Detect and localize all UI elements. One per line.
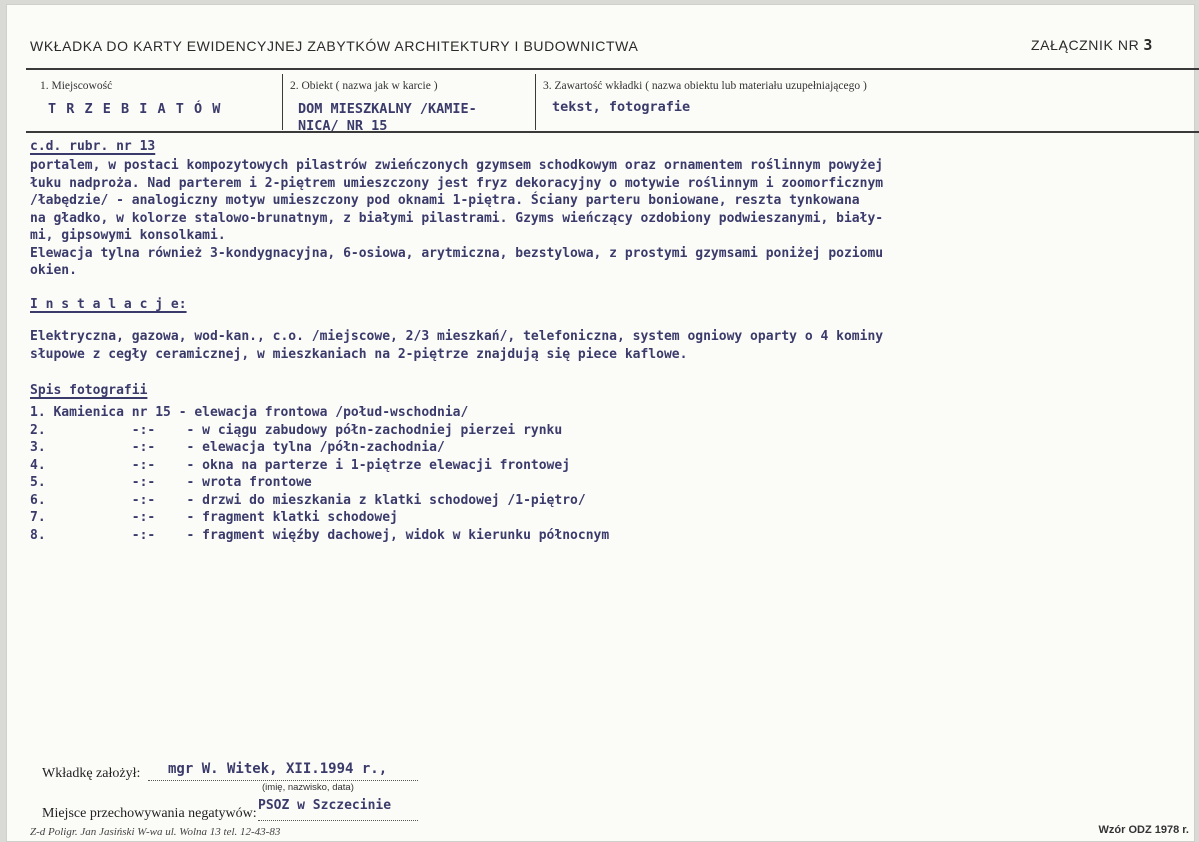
author-hint: (imię, nazwisko, data) — [262, 782, 354, 793]
text-line: okien. — [30, 263, 77, 278]
text-line: łuku nadproża. Nad parterem i 2-piętrem umieszczony jest fryz dekoracyjny o motywie roślinnym i zoomorficznym — [30, 175, 884, 191]
text-line: słupowe z cegły ceramicznej, w mieszkaniach na 2-piętrze znajdują się piece kaflowe. — [30, 346, 688, 362]
field-2-value-line2: NICA/ NR 15 — [298, 118, 388, 134]
description-paragraph — [30, 157, 1180, 280]
form-pattern: Wzór ODZ 1978 r. — [1098, 824, 1189, 836]
annex-text: ZAŁĄCZNIK NR — [1031, 37, 1140, 53]
mid-rule — [26, 131, 1199, 133]
continuation-heading — [30, 138, 1180, 156]
field-divider — [282, 74, 283, 130]
text-line: Elektryczna, gazowa, wod-kan., c.o. /miejscowe, 2/3 mieszkań/, telefoniczna, system ogniowy oparty o 4 kominy — [30, 329, 884, 344]
list-item: 2. -:- - w ciągu zabudowy półn-zachodniej pierzei rynku — [30, 422, 563, 438]
text-line: /łabędzie/ - analogiczny motyw umieszczony pod oknami 1-piętra. Ściany parteru boniowane, reszta tynkowana — [30, 193, 860, 208]
printer-imprint: Z-d Poligr. Jan Jasiński W-wa ul. Wolna 13 tel. 12-43-83 — [30, 826, 281, 838]
field-divider — [535, 74, 536, 130]
list-item: 3. -:- - elewacja tylna /półn-zachodnia/ — [30, 440, 445, 455]
installations-paragraph — [30, 328, 1180, 363]
installations-heading — [30, 296, 1180, 314]
list-item: 1. Kamienica nr 15 - elewacja frontowa /połud-wschodnia/ — [30, 405, 469, 420]
list-item: 5. -:- - wrota frontowe — [30, 475, 312, 490]
field-2-label: 2. Obiekt ( nazwa jak w karcie ) — [290, 80, 438, 92]
text-line: portalem, w postaci kompozytowych pilastrów zwieńczonych gzymsem schodkowym oraz ornamentem roślinnym powyżej — [30, 158, 884, 173]
field-1-label: 1. Miejscowość — [40, 80, 113, 92]
list-item: 7. -:- - fragment klatki schodowej — [30, 510, 398, 525]
text-line: na gładko, w kolorze stalowo-brunatnym, z białymi pilastrami. Gzyms wieńczący ozdobiony podwieszanymi, biały- — [30, 210, 884, 226]
field-3-label: 3. Zawartość wkładki ( nazwa obiektu lub materiału uzupełniającego ) — [543, 80, 867, 92]
field-1-value: T R Z E B I A T Ó W — [48, 101, 222, 117]
negatives-label: Miejsce przechowywania negatywów: — [42, 806, 257, 821]
continuation-heading-text: c.d. rubr. nr 13 — [30, 139, 156, 154]
negatives-dotted-line — [258, 820, 418, 821]
list-item: 4. -:- - okna na parterze i 1-piętrze elewacji frontowej — [30, 457, 571, 473]
author-label: Wkładkę założył: — [42, 766, 141, 781]
text-line: mi, gipsowymi konsolkami. — [30, 228, 226, 243]
field-row — [26, 74, 1199, 134]
author-value: mgr W. Witek, XII.1994 r., — [168, 761, 388, 777]
negatives-value: PSOZ w Szczecinie — [258, 798, 392, 813]
installations-heading-text: I n s t a l a c j e: — [30, 297, 187, 312]
field-2-value-line1: DOM MIESZKALNY /KAMIE- — [298, 101, 477, 117]
top-rule — [26, 68, 1199, 70]
list-item: 6. -:- - drzwi do mieszkania z klatki schodowej /1-piętro/ — [30, 492, 586, 508]
photos-heading-text: Spis fotografii — [30, 383, 148, 398]
author-dotted-line — [148, 780, 418, 781]
photos-list — [30, 404, 609, 544]
form-title: WKŁADKA DO KARTY EWIDENCYJNEJ ZABYTKÓW ARCHITEKTURY I BUDOWNICTWA — [30, 38, 639, 54]
field-3-value: tekst, fotografie — [552, 99, 691, 115]
text-line: Elewacja tylna również 3-kondygnacyjna, 6-osiowa, arytmiczna, bezstylowa, z prostymi gzymsami poniżej poziomu — [30, 245, 884, 261]
photos-heading — [30, 382, 1180, 400]
annex-label — [1031, 36, 1153, 54]
list-item: 8. -:- - fragment więźby dachowej, widok w kierunku północnym — [30, 527, 610, 543]
annex-number: 3 — [1143, 36, 1153, 54]
